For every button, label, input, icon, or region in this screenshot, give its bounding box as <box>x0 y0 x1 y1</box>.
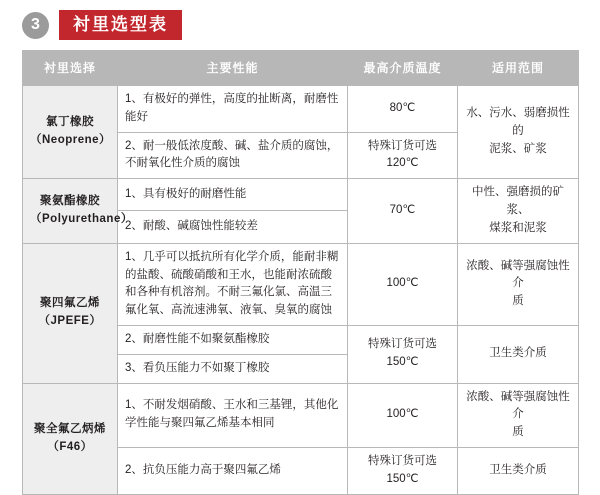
lining-name-cn: 聚全氟乙炳烯 <box>34 422 106 435</box>
lining-name-cn: 聚氨酯橡胶 <box>40 195 100 208</box>
section-number-badge: 3 <box>22 12 49 39</box>
application-range-line1: 中性、强磨损的矿浆、 <box>472 186 564 217</box>
temperature-value: 100℃ <box>348 383 458 447</box>
temperature-line2: 120℃ <box>386 157 419 170</box>
performance-text: 2、耐一般低浓度酸、碱、盐介质的腐蚀，不耐氧化性介质的腐蚀 <box>118 132 348 179</box>
performance-text: 1、几乎可以抵抗所有化学介质，能耐非糊的盐酸、硫酸硝酸和王水，也能耐浓硫酸和各种有机溶剂。不耐三氟化氯、高温三氟化氧、高流速沸氧、液氧、臭氧的腐蚀 <box>118 243 348 325</box>
application-range-line2: 质 <box>512 295 524 308</box>
lining-name-jpefe <box>23 243 118 383</box>
temperature-value: 80℃ <box>348 86 458 133</box>
application-range-line1: 浓酸、碱等强腐蚀性介 <box>466 390 570 421</box>
lining-name-en: （F46） <box>47 440 93 453</box>
application-range <box>458 86 579 179</box>
column-header-performance: 主要性能 <box>118 51 348 86</box>
table-row <box>23 243 579 325</box>
lining-name-en: （Neoprene） <box>30 134 112 147</box>
temperature-line1: 特殊订货可选 <box>368 338 437 351</box>
temperature-value: 70℃ <box>348 179 458 243</box>
temperature-line1: 特殊订货可选 <box>368 139 437 152</box>
lining-selection-table <box>22 50 579 495</box>
application-range: 卫生类介质 <box>458 448 579 495</box>
temperature-line1: 特殊订货可选 <box>368 455 437 467</box>
lining-name-en: （JPEFE） <box>38 315 102 328</box>
lining-selection-table-wrapper <box>22 50 578 495</box>
table-row <box>23 86 579 133</box>
temperature-line2: 150℃ <box>386 356 419 369</box>
lining-name-neoprene <box>23 86 118 179</box>
lining-name-en: （Polyurethane） <box>30 212 133 225</box>
application-range-line2: 煤浆和泥浆 <box>489 221 547 234</box>
temperature-value <box>348 132 458 179</box>
application-range <box>458 383 579 447</box>
temperature-value <box>348 448 458 495</box>
temperature-value: 100℃ <box>348 243 458 325</box>
application-range <box>458 243 579 325</box>
application-range-line1: 浓酸、碱等强腐蚀性介 <box>466 259 570 290</box>
application-range-line1: 水、污水、弱磨损性的 <box>466 107 570 138</box>
performance-text: 2、抗负压能力高于聚四氟乙烯 <box>118 448 348 495</box>
lining-name-cn: 聚四氟乙烯 <box>40 297 100 310</box>
temperature-line2: 150℃ <box>386 472 419 485</box>
table-row <box>23 179 579 211</box>
performance-text: 2、耐酸、碱腐蚀性能较差 <box>118 211 348 243</box>
page-title: 衬里选型表 <box>59 10 182 40</box>
application-range <box>458 179 579 243</box>
lining-name-f46 <box>23 383 118 494</box>
column-header-max-temperature: 最高介质温度 <box>348 51 458 86</box>
column-header-application: 适用范围 <box>458 51 579 86</box>
lining-name-polyurethane <box>23 179 133 243</box>
temperature-value <box>348 325 458 383</box>
section-header <box>22 8 182 42</box>
performance-text: 1、具有极好的耐磨性能 <box>118 179 348 211</box>
performance-text: 1、有极好的弹性，高度的扯断离，耐磨性能好 <box>118 86 348 133</box>
column-header-lining: 衬里选择 <box>23 51 118 86</box>
application-range-line2: 泥浆、矿浆 <box>489 143 547 156</box>
application-range-line2: 质 <box>512 426 524 439</box>
performance-text: 1、不耐发烟硝酸、王水和三基锂，其他化学性能与聚四氟乙烯基本相同 <box>118 383 348 447</box>
lining-name-cn: 氯丁橡胶 <box>46 116 94 129</box>
table-header-row <box>23 51 579 86</box>
application-range: 卫生类介质 <box>458 325 579 383</box>
performance-text: 2、耐磨性能不如聚氨酯橡胶 <box>118 325 348 354</box>
table-row <box>23 383 579 447</box>
performance-text: 3、看负压能力不如聚丁橡胶 <box>118 354 348 383</box>
